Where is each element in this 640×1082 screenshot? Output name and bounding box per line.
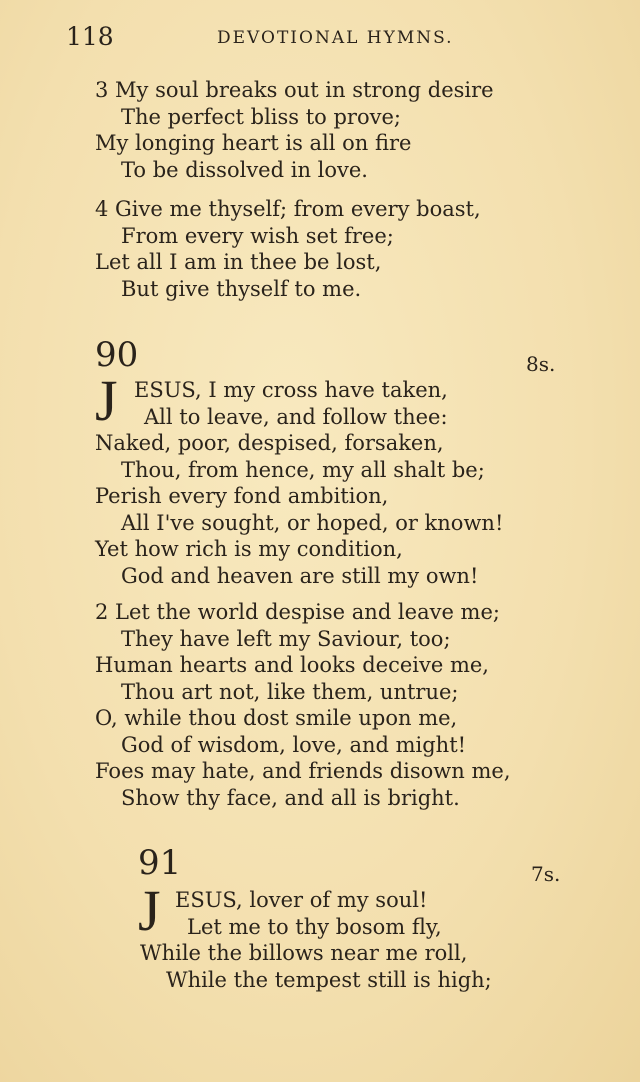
- page-header: [0, 22, 640, 54]
- hymn-90-first-line: [134, 377, 448, 430]
- verse-line: To be dissolved in love.: [121, 157, 368, 182]
- verse-line: ESUS, lover of my soul!: [175, 888, 428, 912]
- stanza-4: [95, 196, 481, 302]
- verse-line: Let all I am in thee be lost,: [95, 250, 382, 274]
- verse-line: 4 Give me thyself; from every boast,: [95, 197, 481, 221]
- running-title: DEVOTIONAL HYMNS.: [217, 28, 454, 48]
- verse-line: Yet how rich is my condition,: [95, 537, 403, 561]
- hymn-91-meter: 7s.: [531, 862, 561, 886]
- verse-line: All to leave, and follow thee:: [144, 404, 448, 429]
- verse-line: But give thyself to me.: [121, 276, 362, 301]
- verse-line: 2 Let the world despise and leave me;: [95, 600, 500, 624]
- verse-line: 3 My soul breaks out in strong desire: [95, 78, 494, 102]
- verse-line: The perfect bliss to prove;: [121, 104, 401, 129]
- verse-line: Naked, poor, despised, forsaken,: [95, 431, 444, 455]
- hymn-90-meter: 8s.: [526, 352, 556, 376]
- hymn-91-first-line: [175, 887, 442, 940]
- verse-line: Thou, from hence, my all shalt be;: [121, 457, 485, 482]
- verse-line: While the tempest still is high;: [166, 967, 492, 992]
- page-number: 118: [66, 22, 114, 51]
- hymn-91-stanza-1: [140, 940, 492, 993]
- verse-line: Show thy face, and all is bright.: [121, 785, 460, 810]
- hymn-90-dropcap: J: [95, 368, 118, 433]
- verse-line: Let me to thy bosom fly,: [187, 914, 442, 939]
- verse-line: Thou art not, like them, untrue;: [121, 679, 459, 704]
- hymn-91-number: 91: [138, 843, 182, 883]
- verse-line: God of wisdom, love, and might!: [121, 732, 467, 757]
- verse-line: Foes may hate, and friends disown me,: [95, 759, 511, 783]
- verse-line: All I've sought, or hoped, or known!: [121, 510, 504, 535]
- hymn-90-stanza-2: [95, 599, 511, 811]
- verse-line: Human hearts and looks deceive me,: [95, 653, 489, 677]
- verse-line: Perish every fond ambition,: [95, 484, 389, 508]
- hymn-91-dropcap: J: [138, 878, 161, 943]
- hymn-90-stanza-1: [95, 430, 503, 589]
- verse-line: From every wish set free;: [121, 223, 394, 248]
- verse-line: O, while thou dost smile upon me,: [95, 706, 458, 730]
- verse-line: My longing heart is all on fire: [95, 131, 412, 155]
- verse-line: God and heaven are still my own!: [121, 563, 479, 588]
- stanza-3: [95, 77, 494, 183]
- verse-line: While the billows near me roll,: [140, 941, 468, 965]
- verse-line: They have left my Saviour, too;: [121, 626, 451, 651]
- verse-line: ESUS, I my cross have taken,: [134, 378, 448, 402]
- hymn-90-number: 90: [95, 335, 139, 375]
